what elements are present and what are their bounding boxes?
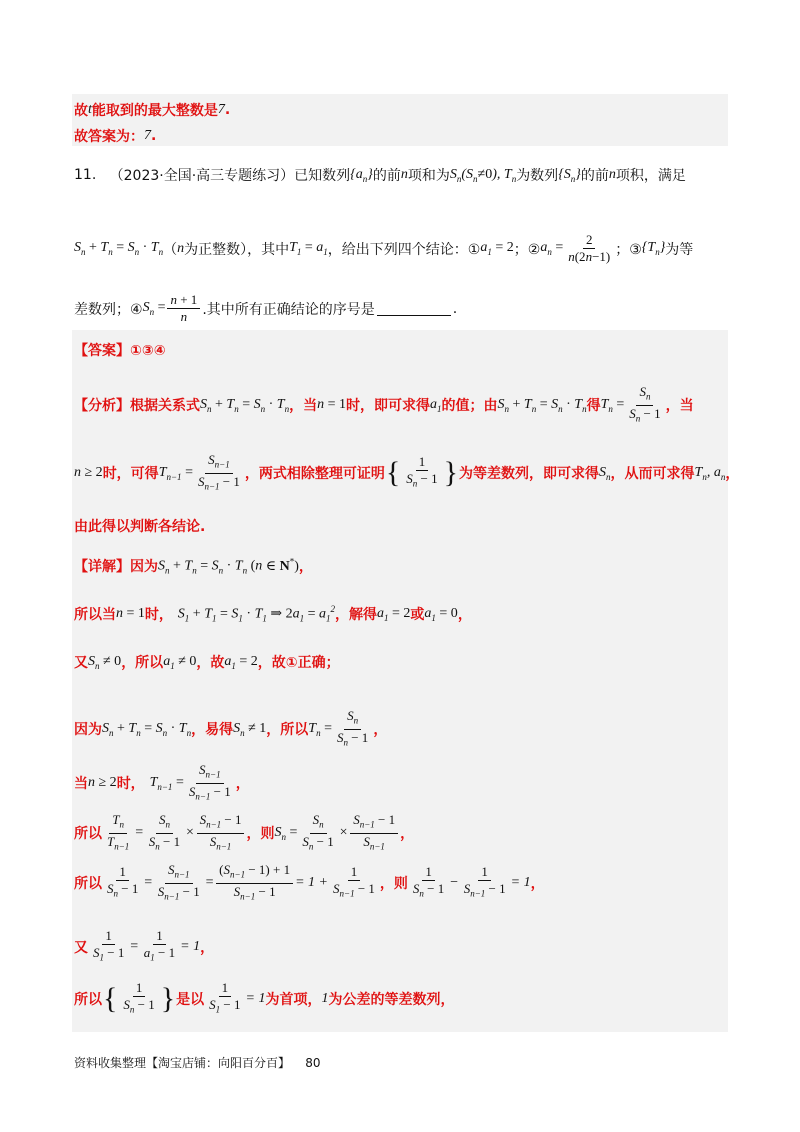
analysis-line2: n ≥ 2 时，可得 $T_{n-1}$ = $\frac{S_{n-1}}{S_{n-1} - 1}$ ，两式相除整理可证明 { $\frac{1}{S_n - 1}$ } 为等差数列，即可求得 $S_n$ ，从而可求得 $T_n$, $a_n$ ， [74,452,740,492]
detail-line4: 当 n ≥ 2 时， $T_{n-1}$ = $\frac{S_{n-1}}{S_{n-1} - 1}$ ， [74,762,250,802]
detail-line1: 所以当 n = 1 时， $S_1 + T_1 = S_1 \cdot T_1$ ⇒ $2a_1 = a_1^2$ ，解得 $a_1 = 2$ 或 $a_1 = 0$ ， [74,604,472,624]
detail-line2: 又 $S_n \ne 0$ ，所以 $a_1 \ne 0$ ，故 $a_1 = 2$ ，故①正确； [74,653,340,671]
answer-blank [377,301,451,316]
detail-line8: 所以 { $\frac{1}{S_n - 1}$ } 是以 $\frac{1}{S_1 - 1}$ = 1 为首项， 1 为公差的等差数列， [74,980,455,1015]
analysis-line3: 由此得以判断各结论. [74,519,206,535]
detail-line5: 所以 $\frac{T_n}{T_{n-1}}$ = $\frac{S_n}{S_n - 1}$ × $\frac{S_{n-1} - 1}{S_{n-1}}$ ，则 $S_n$ = $\frac{S_n}{S_n - 1}$ × $\frac{S_{n-1} - 1}{S_{n-1}}$ ， [74,812,415,852]
solution-box [72,330,728,1032]
detail-line0: 【详解】因为 $S_n + T_n = S_n \cdot T_n$ (n ∈ N*) ， [74,556,313,576]
prev-answer-line1: 故 t 能取到的最大整数是 7 . [74,102,231,119]
footer-text: 资料收集整理【淘宝店铺：向阳百分百】 [74,1056,291,1070]
problem-line1: 11. （2023·全国·高三专题练习） 已知数列 $\{a_n\}$ 的前 n 项和为 $S_n(S_n\ne 0)$, $T_n$ 为数列 $\{S_n\}$ 的前 n 项积，满足 [74,166,686,184]
problem-line2: $S_n + T_n = S_n \cdot T_n$ （ n 为正整数），其中 $T_1 = a_1$ ，给出下列四个结论：① $a_1 = 2$ ；② $a_n$ = $\frac{2}{n(2n-1)}$ ；③ $\{T_n\}$ 为等 [74,232,694,264]
page-footer [74,1054,321,1071]
problem-number: 11. [74,167,97,183]
detail-line7: 又 $\frac{1}{S_1 - 1}$ = $\frac{1}{a_1 - 1}$ = 1 ， [74,928,215,963]
analysis-line1: 【分析】根据关系式 $S_n + T_n = S_n \cdot T_n$ ，当 n = 1 时，即可求得 $a_1$ 的值；由 $S_n + T_n = S_n \cdot T_n$ 得 $T_n$ = $\frac{S_n}{S_n - 1}$ ，当 [74,384,694,424]
detail-line3: 因为 $S_n + T_n = S_n \cdot T_n$ ，易得 $S_n \ne 1$ ，所以 $T_n$ = $\frac{S_n}{S_n - 1}$ ， [74,708,388,748]
detail-line6: 所以 $\frac{1}{S_n - 1}$ = $\frac{S_{n-1}}{S_{n-1} - 1}$ = $\frac{(S_{n-1} - 1) + 1}{S_{n-1} - 1}$ = 1 + $\frac{1}{S_{n-1} - 1}$ ，则 $\frac{1}{S_n - 1}$ − $\frac{1}{S_{n-1} - 1}$ = 1 ， [74,862,545,902]
prev-answer-line2: 故答案为： 7 . [74,128,157,145]
problem-line3: 差数列；④ $S_n$ = $\frac{n + 1}{n}$ .其中所有正确结论的序号是 . [74,292,458,324]
answer-line: 【答案】①③④ [74,343,166,359]
problem-source: （2023·全国·高三专题练习） [109,168,295,184]
page-number: 80 [305,1056,321,1070]
